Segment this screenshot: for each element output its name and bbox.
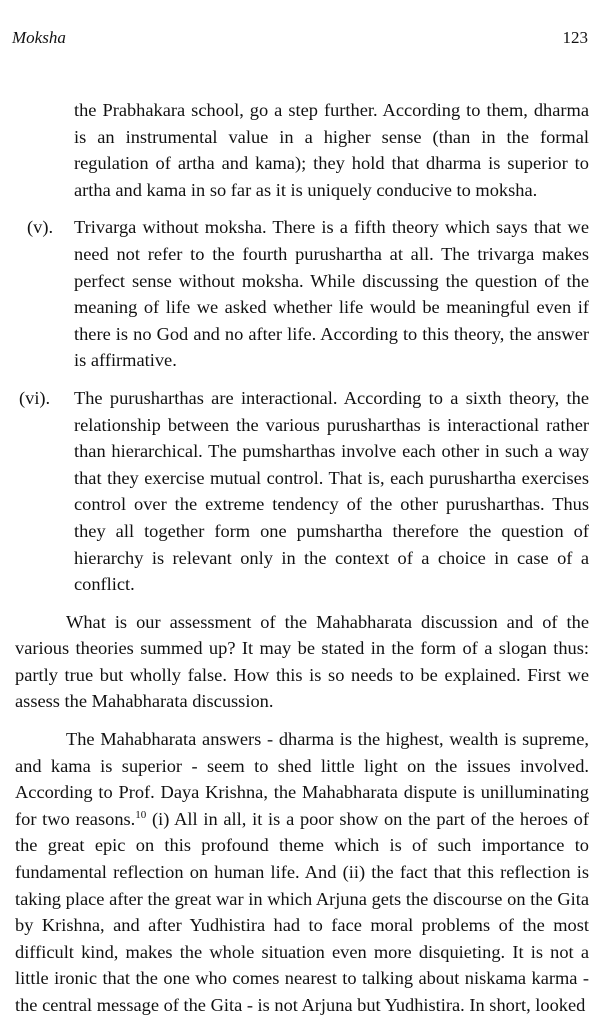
paragraph-assessment: What is our assessment of the Mahabharata discussion and of the various theories summed up? It may be stated in the form of a slogan thus: partly true but wholly false. How this is so needs to be explained. First we assess the Mahabharata discussion. (15, 611, 589, 712)
page-number: 123 (562, 28, 588, 47)
paragraph-text: The Mahabharata answers - dharma is the highest, wealth is supreme, and kama is superior - seem to shed little light on the issues involved. According to Prof. Daya Krishna, the Mahabharata dispute is unilluminating for two reasons. (15, 729, 589, 829)
chapter-title: Moksha (12, 28, 66, 47)
continued-paragraph: the Prabhakara school, go a step further. According to them, dharma is an instrumental value in a higher sense (than in the formal regulation of artha and kama); they hold that dharma is superior to artha and kama in so far as it is uniquely conducive to moksha. (74, 100, 589, 200)
list-item-v (15, 214, 589, 374)
list-item-text: Trivarga without moksha. There is a fifth theory which says that we need not refer to the fourth purushartha at all. The trivarga makes perfect sense without moksha. While discussing the question of the meaning of life we asked whether life would be meaningful even if there is no God and no after life. According to this theory, the answer is affirmative. (74, 217, 589, 371)
paragraph-mahabharata (15, 726, 589, 1019)
list-marker: (v). (27, 217, 54, 238)
list-marker: (vi). (19, 387, 51, 408)
paragraph-text: (i) All in all, it is a poor show on the part of the heroes of the great epic on this profound theme which is of such importance to fundamental reflection on human life. And (ii) the fact that this reflection is taking place after the great war in which Arjuna gets the discourse on the Gita by Krishna, and after Yudhistira had to face moral problems of the most difficult kind, makes the whole situation even more disquieting. It is not a little ironic that the one who comes nearest to talking about niskama karma - the central message of the Gita - is not Arjuna but Yudhistira. In short, looked (15, 808, 589, 1015)
list-item-vi (15, 385, 589, 598)
running-header (12, 28, 588, 52)
body-text (15, 97, 589, 1019)
footnote-reference[interactable]: 10 (135, 808, 147, 821)
list-item-text: The purusharthas are interactional. According to a sixth theory, the relationship between the various purusharthas is interactional rather than hierarchical. The pumsharthas involve each other in such a way that they exercise mutual control. That is, each purushartha exercises control over the extreme tendency of the other purusharthas. Thus they all together form one pumshartha therefore the question of hierarchy is relevant only in the context of a choice in case of a conflict. (74, 387, 589, 595)
